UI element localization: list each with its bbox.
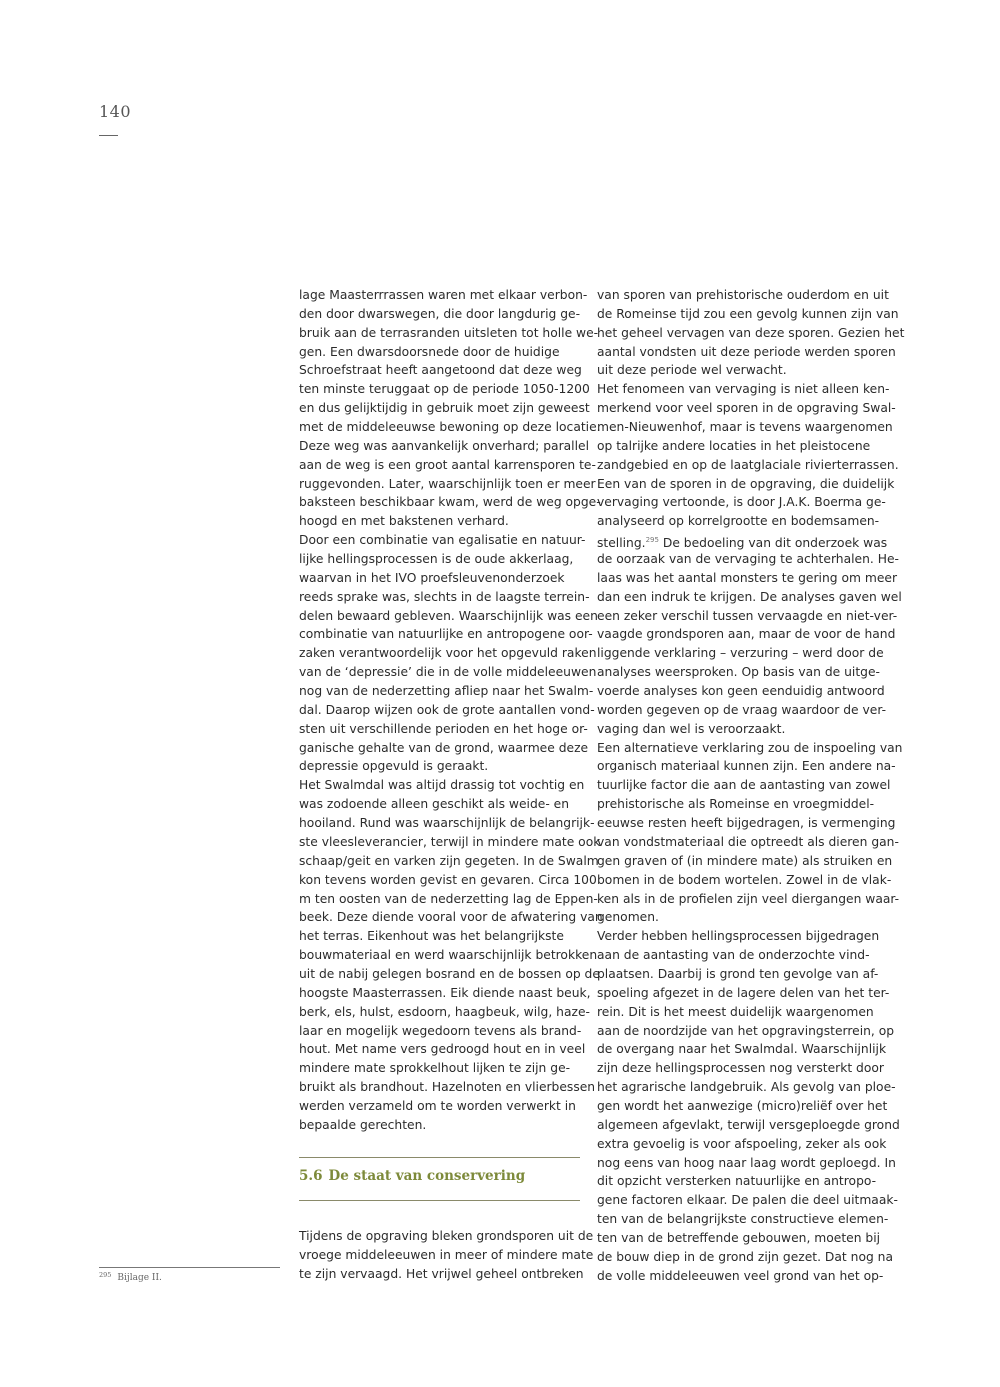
text-line: ruggevonden. Later, waarschijnlijk toen er meer xyxy=(299,476,596,491)
text-line: bepaalde gerechten. xyxy=(299,1117,427,1132)
text-line: Het Swalmdal was altijd drassig tot vochtig en xyxy=(299,778,585,793)
text-line: uit de nabij gelegen bosrand en de bossen op de xyxy=(299,966,600,981)
text-line: extra gevoelig is voor afspoeling, zeker als ook xyxy=(597,1136,887,1151)
text-line: was zodoende alleen geschikt als weide- en xyxy=(299,797,570,812)
text-line: een zeker verschil tussen vervaagde en niet-ver- xyxy=(597,608,898,623)
text-line: het terras. Eikenhout was het belangrijkste xyxy=(299,929,564,944)
text-line: ten van de belangrijkste constructieve elemen- xyxy=(597,1212,889,1227)
text-line: mindere mate sprokkelhout lijken te zijn ge- xyxy=(299,1061,571,1076)
text-line: m ten oosten van de nederzetting lag de Eppen- xyxy=(299,891,598,906)
text-line: genomen. xyxy=(597,910,659,925)
text-line: vaagde grondsporen aan, maar de voor de hand xyxy=(597,627,896,642)
text-line: combinatie van natuurlijke en antropogene oor- xyxy=(299,627,593,642)
text-line: de oorzaak van de vervaging te achterhalen. He- xyxy=(597,552,899,567)
text-line: gen graven of (in mindere mate) als struiken en xyxy=(597,853,893,868)
text-line: voerde analyses kon geen eenduidig antwoord xyxy=(597,684,885,699)
text-line: baksteen beschikbaar kwam, werd de weg opge- xyxy=(299,495,601,510)
text-line: werden verzameld om te worden verwerkt in xyxy=(299,1098,576,1113)
note-line-prefix: stelling. xyxy=(597,536,646,551)
text-line: vaging dan wel is veroorzaakt. xyxy=(597,721,786,736)
text-line: delen bewaard gebleven. Waarschijnlijk was een xyxy=(299,608,598,623)
text-line: dal. Daarop wijzen ook de grote aantallen vond- xyxy=(299,702,595,717)
page-number: 140 xyxy=(99,102,132,121)
text-line: hooiland. Rund was waarschijnlijk de belangrijk- xyxy=(299,816,595,831)
text-line: lage Maasterrrassen waren met elkaar verbon- xyxy=(299,288,588,302)
text-line: beek. Deze diende vooral voor de afwatering van xyxy=(299,910,603,925)
text-line: lijke hellingsprocessen is de oude akkerlaag, xyxy=(299,552,574,567)
text-line: zijn deze hellingsprocessen nog versterkt door xyxy=(597,1061,884,1076)
text-line: tuurlijke factor die aan de aantasting van zowel xyxy=(597,778,891,793)
text-line: zandgebied en op de laatglaciale rivierterrassen. xyxy=(597,457,899,472)
text-line: waarvan in het IVO proefsleuvenonderzoek xyxy=(299,570,565,585)
text-line: Een van de sporen in de opgraving, die duidelijk xyxy=(597,476,895,491)
text-line: dit opzicht versterken natuurlijke en antropo- xyxy=(597,1174,877,1189)
text-line: ken als in de profielen zijn veel diergangen waar- xyxy=(597,891,900,906)
text-line: ten van de betreffende gebouwen, moeten bij xyxy=(597,1230,881,1245)
text-line: hoogste Maasterrassen. Eik diende naast beuk, xyxy=(299,985,591,1000)
right-column-part-1 xyxy=(597,286,905,531)
text-line: met de middeleeuwse bewoning op deze locatie. xyxy=(299,420,601,435)
text-line: Door een combinatie van egalisatie en natuur- xyxy=(299,533,586,548)
text-line: van vondstmateriaal die optreedt als dieren gan- xyxy=(597,834,899,849)
text-line: depressie opgevuld is geraakt. xyxy=(299,759,489,774)
footnote-rule xyxy=(99,1267,280,1268)
right-column xyxy=(597,286,905,1286)
text-line: de overgang naar het Swalmdal. Waarschijnlijk xyxy=(597,1042,887,1057)
text-line: men-Nieuwenhof, maar is tevens waargenomen xyxy=(597,420,893,435)
text-line: de Romeinse tijd zou een gevolg kunnen zijn van xyxy=(597,306,899,321)
text-line: van sporen van prehistorische ouderdom en uit xyxy=(597,288,889,302)
text-line: organisch materiaal kunnen zijn. Een andere na- xyxy=(597,759,896,774)
note-reference-line xyxy=(597,531,888,551)
note-line-suffix: De bedoeling van dit onderzoek was xyxy=(658,536,888,551)
section-rule-bottom xyxy=(299,1200,580,1201)
text-line: gene factoren elkaar. De palen die deel uitmaak- xyxy=(597,1193,898,1208)
text-line: en dus gelijktijdig in gebruik moet zijn geweest xyxy=(299,401,590,416)
text-line: Tijdens de opgraving bleken grondsporen uit de xyxy=(299,1229,594,1243)
text-line: laas was het aantal monsters te gering om meer xyxy=(597,570,898,585)
text-line: spoeling afgezet in de lagere delen van het ter- xyxy=(597,985,890,1000)
text-line: analyseerd op korrelgrootte en bodemsamen- xyxy=(597,514,880,529)
section-heading xyxy=(299,1168,525,1184)
text-line: sten uit verschillende perioden en het hoge or- xyxy=(299,721,588,736)
text-line: eeuwse resten heeft bijgedragen, is vermenging xyxy=(597,816,896,831)
text-line: kon tevens worden gevist en gevaren. Circa 100 xyxy=(299,872,597,887)
text-line: hout. Met name vers gedroogd hout en in veel xyxy=(299,1042,586,1057)
text-line: laar en mogelijk wegedoorn tevens als brand- xyxy=(299,1023,582,1038)
text-line: vroege middeleeuwen in meer of mindere mate xyxy=(299,1247,594,1262)
text-line: aantal vondsten uit deze periode werden sporen xyxy=(597,344,896,359)
text-line: reeds sprake was, slechts in de laagste terrein- xyxy=(299,589,590,604)
text-line: aan de noordzijde van het opgravingsterrein, op xyxy=(597,1023,895,1038)
text-line: ste vleesleverancier, terwijl in mindere mate ook xyxy=(299,834,601,849)
text-line: bomen in de bodem wortelen. Zowel in de vlak- xyxy=(597,872,892,887)
text-line: berk, els, hulst, esdoorn, haagbeuk, wilg, haze- xyxy=(299,1004,590,1019)
text-line: dan een indruk te krijgen. De analyses gaven wel xyxy=(597,589,902,604)
text-line: aan de weg is een groot aantal karrensporen te- xyxy=(299,457,596,472)
text-line: uit deze periode wel verwacht. xyxy=(597,363,787,378)
text-line: te zijn vervaagd. Het vrijwel geheel ontbreken xyxy=(299,1266,584,1281)
text-line: Het fenomeen van vervaging is niet alleen ken- xyxy=(597,382,890,397)
footnote-number: 295 xyxy=(99,1271,112,1279)
text-line: gen. Een dwarsdoorsnede door de huidige xyxy=(299,344,560,359)
text-line: de bouw diep in de grond zijn gezet. Dat nog na xyxy=(597,1249,894,1264)
text-line: bouwmateriaal en werd waarschijnlijk betrokken xyxy=(299,948,598,963)
text-line: merkend voor veel sporen in de opgraving Swal- xyxy=(597,401,896,416)
text-line: ganische gehalte van de grond, waarmee deze xyxy=(299,740,589,755)
text-line: ten minste teruggaat op de periode 1050-1200 xyxy=(299,382,590,397)
text-line: Verder hebben hellingsprocessen bijgedragen xyxy=(597,929,880,944)
text-line: Een alternatieve verklaring zou de inspoeling van xyxy=(597,740,903,755)
page-number-rule xyxy=(99,135,118,136)
footnote-text: Bijlage II. xyxy=(117,1273,162,1283)
footnote xyxy=(99,1271,162,1283)
text-line: het agrarische landgebruik. Als gevolg van ploe- xyxy=(597,1080,896,1095)
right-column-part-2 xyxy=(597,550,903,1286)
section-title: De staat van conservering xyxy=(328,1168,526,1184)
text-line: nog eens van hoog naar laag wordt geploegd. In xyxy=(597,1155,896,1170)
text-line: schaap/geit en varken zijn gegeten. In de Swalm xyxy=(299,853,599,868)
text-line: rein. Dit is het meest duidelijk waargenomen xyxy=(597,1004,874,1019)
text-line: zaken verantwoordelijk voor het opgevuld raken xyxy=(299,646,597,661)
left-column-bottom xyxy=(299,1227,594,1284)
text-line: liggende verklaring – verzuring – werd door de xyxy=(597,646,884,661)
text-line: de volle middeleeuwen veel grond van het op- xyxy=(597,1268,884,1283)
text-line: van de ‘depressie’ die in de volle middeleeuwen xyxy=(299,665,597,680)
text-line: algemeen afgevlakt, terwijl versgeploegde grond xyxy=(597,1117,900,1132)
text-line: Deze weg was aanvankelijk onverhard; parallel xyxy=(299,438,589,453)
text-line: Schroefstraat heeft aangetoond dat deze weg xyxy=(299,363,582,378)
text-line: nog van de nederzetting afliep naar het Swalm- xyxy=(299,684,594,699)
text-line: het geheel vervagen van deze sporen. Gezien het xyxy=(597,325,905,340)
text-line: analyses weersproken. Op basis van de uitge- xyxy=(597,665,880,680)
text-line: gen wordt het aanwezige (micro)reliëf over het xyxy=(597,1098,888,1113)
text-line: aan de aantasting van de onderzochte vind- xyxy=(597,948,870,963)
text-line: worden gegeven op de vraag waardoor de ver- xyxy=(597,702,887,717)
text-line: bruikt als brandhout. Hazelnoten en vlierbessen xyxy=(299,1080,596,1095)
text-line: prehistorische als Romeinse en vroegmiddel- xyxy=(597,797,875,812)
section-number: 5.6 xyxy=(299,1168,323,1184)
text-line: bruik aan de terrasranden uitsleten tot holle we- xyxy=(299,325,599,340)
text-line: hoogd en met bakstenen verhard. xyxy=(299,514,509,529)
footnote-reference[interactable]: 295 xyxy=(645,536,659,545)
text-line: plaatsen. Daarbij is grond ten gevolge van af- xyxy=(597,966,879,981)
text-line: den door dwarswegen, die door langdurig ge- xyxy=(299,306,581,321)
text-line: op talrijke andere locaties in het pleistocene xyxy=(597,438,871,453)
left-column-top xyxy=(299,286,603,1135)
text-line: vervaging vertoonde, is door J.A.K. Boerma ge- xyxy=(597,495,886,510)
section-rule-top xyxy=(299,1157,580,1158)
